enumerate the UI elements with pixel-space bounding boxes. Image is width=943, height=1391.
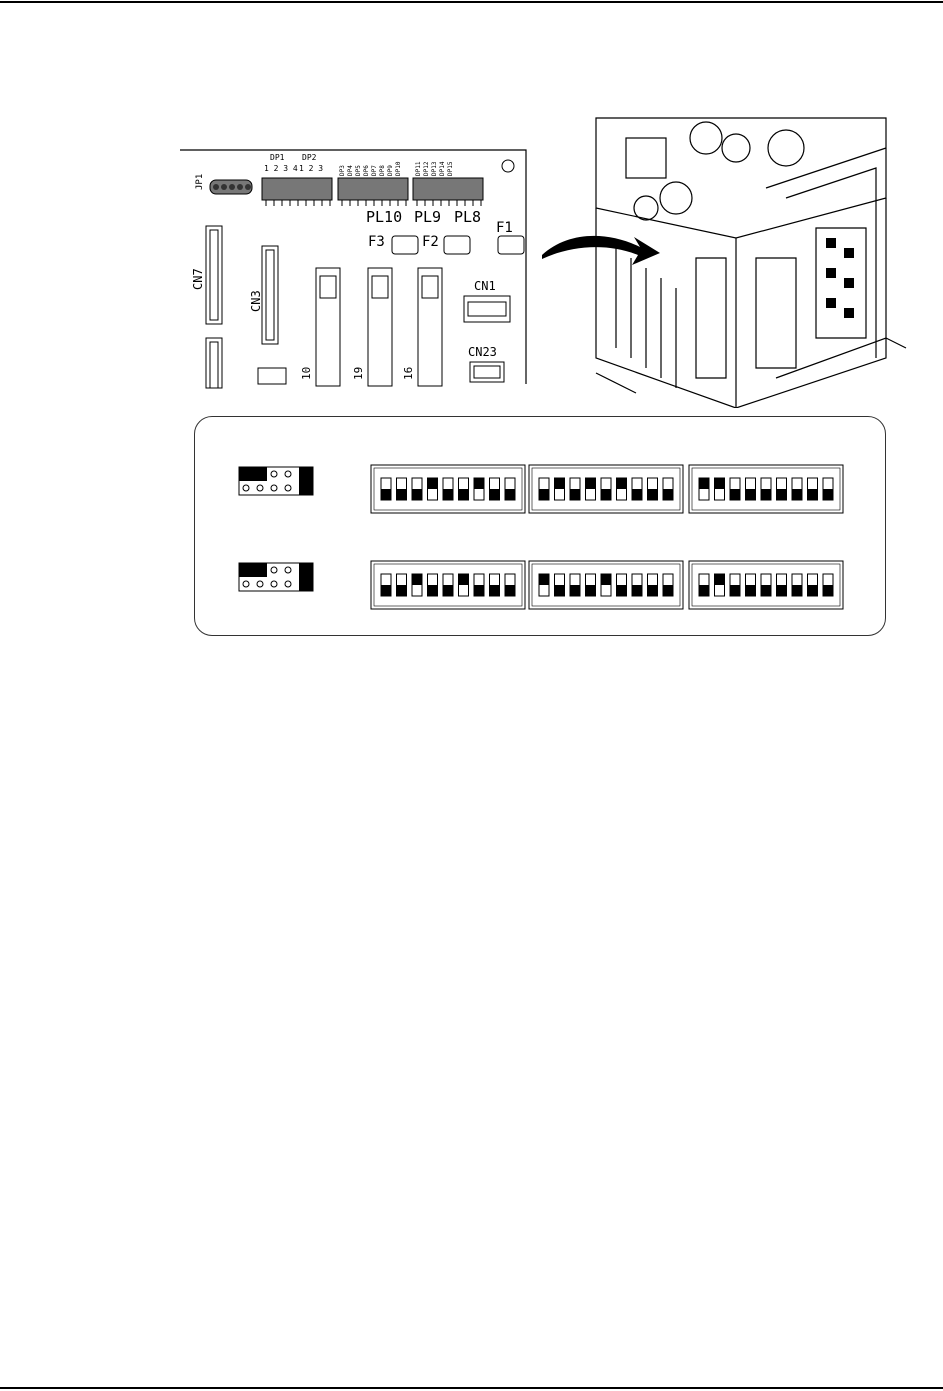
dip-switch-lever [555, 585, 565, 596]
dip-switch-lever [474, 478, 484, 489]
dip-switch-lever [570, 585, 580, 596]
switch-settings-panel [194, 416, 886, 636]
dp-label: DP3 [339, 165, 346, 176]
dp-mid-labels [339, 161, 402, 176]
dip-switch-lever [459, 574, 469, 585]
dip-switch-lever [808, 489, 818, 500]
dip-switch-lever [746, 585, 756, 596]
fuse-f2-label: F2 [422, 234, 439, 250]
header-rule [0, 1, 943, 3]
dip-switch-lever [381, 489, 391, 500]
jumper-setting [239, 467, 313, 495]
dip-switch-lever [730, 585, 740, 596]
dip-switch-lever [586, 585, 596, 596]
dip-switch-lever [443, 585, 453, 596]
dip-switch-lever [539, 489, 549, 500]
dip-switch-lever [570, 489, 580, 500]
dip-switch-lever [505, 489, 515, 500]
dip-switch-lever [663, 489, 673, 500]
dip-switch-lever [539, 574, 549, 585]
jumper-setting [239, 563, 313, 591]
dip-switch-lever [777, 585, 787, 596]
dp-label: DP11 [415, 161, 422, 176]
dip-switch-lever [490, 489, 500, 500]
dip-switch-lever [761, 585, 771, 596]
cn23-label: CN23 [468, 345, 497, 359]
pcb-board-illustration [178, 140, 528, 390]
dip-switch-lever [808, 585, 818, 596]
control-unit-illustration [586, 108, 916, 408]
dip-switch-lever [428, 585, 438, 596]
jumper-label: JP1 [195, 173, 205, 190]
dip-switch-lever [617, 478, 627, 489]
dip-switch-lever [601, 574, 611, 585]
dip-switch-lever [699, 585, 709, 596]
dp-label: DP7 [371, 165, 378, 176]
fuse-f1-label: F1 [496, 220, 513, 236]
dip-switch-bank [529, 465, 683, 513]
dip-switch-lever [663, 585, 673, 596]
dp-label: DP5 [355, 165, 362, 176]
cn3-label: CN3 [249, 290, 263, 312]
dp-label: DP10 [395, 161, 402, 176]
dip-switch-lever [777, 489, 787, 500]
dip-switch-bank [529, 561, 683, 609]
dip-switch-lever [699, 478, 709, 489]
slot-label-2: 19 [352, 366, 365, 380]
cn7-label: CN7 [191, 268, 205, 290]
pl10-label: PL10 [366, 208, 403, 226]
dip-switch-lever [381, 585, 391, 596]
dip-switch-bank [689, 561, 843, 609]
dip-switch-lever [761, 489, 771, 500]
dp1-pins: 1 2 3 4 [264, 164, 298, 173]
dip-switch-bank [689, 465, 843, 513]
dip-switch-lever [586, 478, 596, 489]
dip-switch-lever [715, 574, 725, 585]
dip-switch-lever [443, 489, 453, 500]
dip-switch-lever [412, 574, 422, 585]
dp-label: DP8 [379, 165, 386, 176]
fuse-f3-label: F3 [368, 234, 385, 250]
dp-label: DP6 [363, 165, 370, 176]
dip-switch-lever [428, 478, 438, 489]
dip-switch-lever [792, 585, 802, 596]
dp-label: DP4 [347, 165, 354, 176]
dip-switch-lever [746, 489, 756, 500]
dip-switch-lever [505, 585, 515, 596]
dp1-label: DP1 [270, 153, 285, 162]
dip-switch-lever [632, 585, 642, 596]
dip-switch-lever [412, 489, 422, 500]
dip-switch-lever [397, 489, 407, 500]
dip-switch-lever [648, 585, 658, 596]
dip-switch-bank [371, 465, 525, 513]
footer-rule [0, 1387, 943, 1389]
dip-switch-lever [601, 489, 611, 500]
dp2-pins: 1 2 3 [299, 164, 324, 173]
dp-label: DP12 [423, 161, 430, 176]
dip-switch-lever [823, 489, 833, 500]
dip-switch-lever [397, 585, 407, 596]
dip-switch-lever [715, 478, 725, 489]
dip-switch-lever [823, 585, 833, 596]
dp-label: DP13 [431, 161, 438, 176]
pl9-label: PL9 [414, 208, 442, 226]
dip-switch-lever [474, 585, 484, 596]
dip-switch-lever [632, 489, 642, 500]
dip-switch-lever [730, 489, 740, 500]
slot-label-3: 16 [402, 366, 415, 380]
dip-switch-lever [648, 489, 658, 500]
dp-label: DP15 [447, 161, 454, 176]
dip-switch-lever [555, 478, 565, 489]
switch-settings-drawing [195, 417, 885, 635]
dp2-label: DP2 [302, 153, 317, 162]
dp-right-labels [415, 161, 454, 176]
dip-switch-lever [490, 585, 500, 596]
dip-switch-lever [792, 489, 802, 500]
dip-switch-bank [371, 561, 525, 609]
dip-switch-lever [617, 585, 627, 596]
dp-label: DP9 [387, 165, 394, 176]
pl8-label: PL8 [454, 208, 482, 226]
dip-switch-lever [459, 489, 469, 500]
cn1-label: CN1 [474, 279, 496, 293]
dp-label: DP14 [439, 161, 446, 176]
slot-label-1: 10 [300, 366, 313, 380]
